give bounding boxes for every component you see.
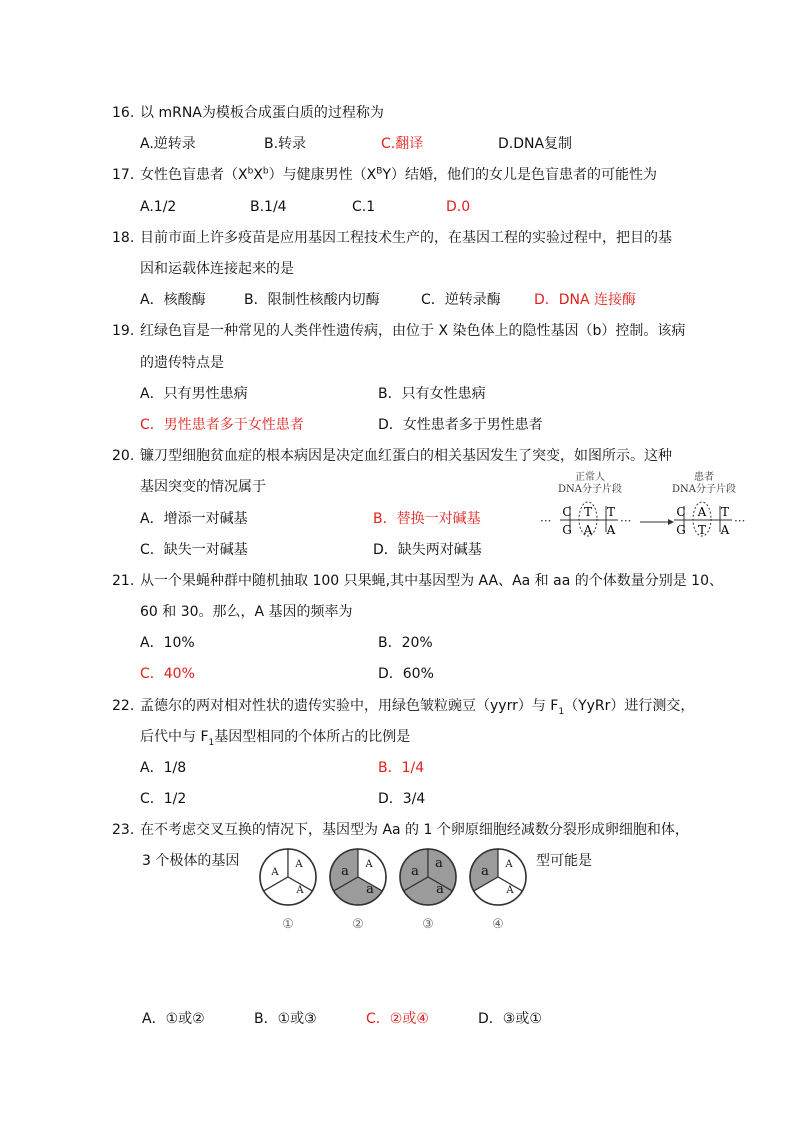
normal-top-1: C xyxy=(562,505,572,519)
q16-number: 16. xyxy=(112,105,135,121)
q16-option-b[interactable]: B.转录 xyxy=(264,136,307,152)
q18-number: 18. xyxy=(112,230,135,246)
patient-bottom-2: T xyxy=(697,523,707,537)
q17-option-d-answer[interactable]: D.0 xyxy=(446,199,471,215)
cell-1-top-left-allele: A xyxy=(271,867,279,878)
dna-dots-4: ··· xyxy=(734,514,746,528)
q20-option-c[interactable]: C．缺失一对碱基 xyxy=(140,542,248,558)
q19-stem-line2: 的遗传特点是 xyxy=(140,355,224,371)
cell-3-label: ③ xyxy=(422,917,434,932)
cell-4-top-right-allele: A xyxy=(505,859,513,870)
q22-option-a[interactable]: A．1/8 xyxy=(140,760,187,776)
dna-mutation-figure xyxy=(540,468,752,546)
q22-number: 22. xyxy=(112,698,135,714)
patient-label-line1: 患者 xyxy=(694,472,714,483)
q22-stem-line2: 后代中与 $F_1$基因型相同的个体所占的比例是 xyxy=(140,729,411,748)
q18-option-b[interactable]: B．限制性核酸内切酶 xyxy=(244,292,380,308)
cell-division-figure xyxy=(256,846,528,932)
q20-stem-line2: 基因突变的情况属于 xyxy=(140,479,266,495)
q23-option-d[interactable]: D．③或① xyxy=(478,1011,542,1027)
q18-option-d-answer[interactable]: D．DNA 连接酶 xyxy=(534,292,637,308)
q16-stem: 以 mRNA为模板合成蛋白质的过程称为 xyxy=(140,105,384,121)
cell-3 xyxy=(400,849,456,932)
normal-label-line1: 正常人 xyxy=(575,472,605,483)
normal-bottom-3: A xyxy=(606,523,616,537)
patient-bottom-3: A xyxy=(720,523,730,537)
cell-3-bottom-allele: a xyxy=(436,882,444,897)
q21-stem-line1: 从一个果蝇种群中随机抽取 100 只果蝇,其中基因型为 AA、Aa 和 aa 的个体数量分别是 10、 xyxy=(140,573,723,589)
cell-4 xyxy=(470,849,526,932)
dna-dots: ··· xyxy=(540,514,552,528)
q17-option-a[interactable]: A.1/2 xyxy=(140,199,177,215)
q19-option-d[interactable]: D．女性患者多于男性患者 xyxy=(378,417,543,433)
q18-stem-line2: 因和运载体连接起来的是 xyxy=(140,261,294,277)
q23-option-c-answer[interactable]: C．②或④ xyxy=(366,1011,429,1027)
q21-option-b[interactable]: B．20% xyxy=(378,635,433,651)
cell-3-top-left-allele: a xyxy=(411,864,419,879)
cell-1 xyxy=(260,849,316,932)
normal-top-3: T xyxy=(606,505,616,519)
cell-1-top-right-allele: A xyxy=(295,859,303,870)
q19-option-a[interactable]: A．只有男性患病 xyxy=(140,386,248,402)
cell-1-label: ① xyxy=(282,917,294,932)
cell-4-bottom-allele: A xyxy=(506,885,514,896)
cell-3-top-right-allele: a xyxy=(435,856,443,871)
q17-option-b[interactable]: B.1/4 xyxy=(250,199,287,215)
q16-option-c-answer[interactable]: C.翻译 xyxy=(381,136,424,152)
patient-top-1: C xyxy=(676,505,686,519)
cell-4-top-left-allele: a xyxy=(481,864,489,879)
q19-option-b[interactable]: B．只有女性患病 xyxy=(378,386,486,402)
q19-number: 19. xyxy=(112,323,135,339)
q23-stem-line2b: 型可能是 xyxy=(536,853,592,869)
q21-option-c-answer[interactable]: C．40% xyxy=(140,666,195,682)
normal-label-line2: DNA分子片段 xyxy=(558,484,622,495)
q18-option-c[interactable]: C．逆转录酶 xyxy=(421,292,501,308)
patient-top-3: T xyxy=(720,505,730,519)
q23-stem-line2a: 3 个极体的基因 xyxy=(142,853,240,869)
q17-number: 17. xyxy=(112,167,135,183)
cell-2-label: ② xyxy=(352,917,364,932)
normal-top-2: T xyxy=(583,505,593,519)
q22-stem-line1: 孟德尔的两对相对性状的遗传实验中，用绿色皱粒豌豆（yyrr）与 $F_1(YyRr)$进行测交， xyxy=(140,698,695,717)
cell-1-bottom-allele: A xyxy=(296,885,304,896)
q20-number: 20. xyxy=(112,448,135,464)
q22-option-c[interactable]: C．1/2 xyxy=(140,791,187,807)
q20-stem-line1: 镰刀型细胞贫血症的根本病因是决定血红蛋白的相关基因发生了突变，如图所示。这种 xyxy=(140,448,672,464)
q19-option-c-answer[interactable]: C．男性患者多于女性患者 xyxy=(140,417,304,433)
q21-number: 21. xyxy=(112,573,135,589)
q19-stem-line1: 红绿色盲是一种常见的人类伴性遗传病，由位于 X 染色体上的隐性基因（b）控制。该病 xyxy=(140,323,686,339)
patient-label-line2: DNA分子片段 xyxy=(672,484,736,495)
q22-option-b-answer[interactable]: B．1/4 xyxy=(378,760,425,776)
q23-option-a[interactable]: A．①或② xyxy=(142,1011,205,1027)
normal-bottom-2: A xyxy=(583,523,593,537)
q22-option-d[interactable]: D．3/4 xyxy=(378,791,426,807)
q18-option-a[interactable]: A．核酸酶 xyxy=(140,292,206,308)
q18-stem-line1: 目前市面上许多疫苗是应用基因工程技术生产的，在基因工程的实验过程中，把目的基 xyxy=(140,230,672,246)
q17-option-c[interactable]: C.1 xyxy=(352,199,376,215)
dna-dots-2: ··· xyxy=(620,514,632,528)
cell-2 xyxy=(330,849,386,932)
q21-option-a[interactable]: A．10% xyxy=(140,635,195,651)
cell-2-top-left-allele: a xyxy=(341,864,349,879)
q20-option-d[interactable]: D．缺失两对碱基 xyxy=(373,542,482,558)
q20-option-b-answer[interactable]: B．替换一对碱基 xyxy=(373,511,481,527)
q21-option-d[interactable]: D．60% xyxy=(378,666,434,682)
q16-option-a[interactable]: A.逆转录 xyxy=(140,136,196,152)
cell-4-label: ④ xyxy=(492,917,504,932)
patient-bottom-1: G xyxy=(676,523,686,537)
q23-stem-line1: 在不考虑交叉互换的情况下，基因型为 Aa 的 1 个卵原细胞经减数分裂形成卵细胞和体， xyxy=(140,822,689,838)
q23-number: 23. xyxy=(112,822,135,838)
q16-option-d[interactable]: D.DNA复制 xyxy=(498,136,573,152)
q20-option-a[interactable]: A．增添一对碱基 xyxy=(140,511,248,527)
cell-2-bottom-allele: a xyxy=(366,882,374,897)
normal-bottom-1: G xyxy=(562,523,572,537)
q17-stem: 女性色盲患者$(X^bX^b)$与健康男性$(X^BY)$结婚，他们的女儿是色盲患者的可能性为 xyxy=(140,166,657,183)
cell-2-top-right-allele: A xyxy=(365,859,373,870)
patient-top-2: A xyxy=(697,505,707,519)
q21-stem-line2: 60 和 30。那么，A 基因的频率为 xyxy=(140,604,353,620)
q23-option-b[interactable]: B．①或③ xyxy=(254,1011,317,1027)
